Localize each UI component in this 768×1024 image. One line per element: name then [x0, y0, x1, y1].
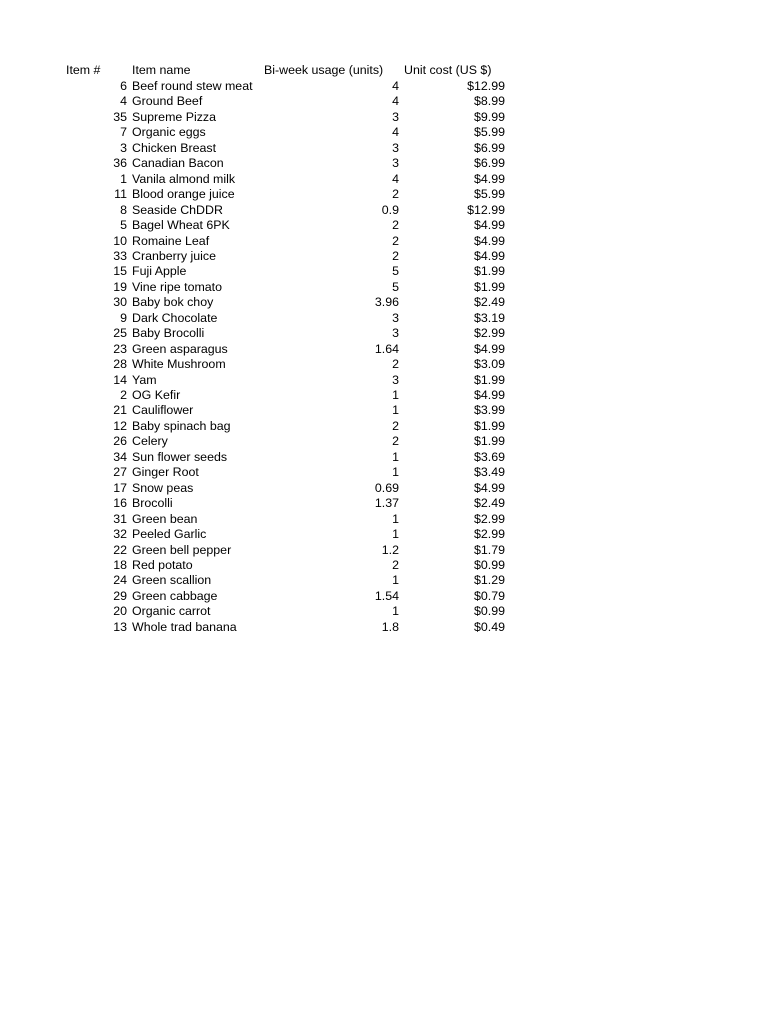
item-number-cell: 16 [113, 496, 127, 511]
table-row [0, 218, 768, 234]
item-name-cell: Seaside ChDDR [132, 202, 223, 217]
item-name-cell: OG Kefir [132, 388, 181, 402]
cost-cell: $9.99 [473, 109, 505, 124]
usage-cell: 1 [392, 573, 399, 588]
usage-cell: 1 [392, 511, 399, 526]
cost-cell: $1.99 [473, 418, 505, 433]
usage-cell: 1 [392, 465, 399, 480]
item-name-cell: Yam [132, 372, 157, 387]
item-number-cell: 6 [120, 79, 127, 93]
table-row [0, 558, 768, 574]
usage-cell: 1 [392, 388, 399, 402]
item-number-cell: 20 [113, 604, 127, 619]
cost-cell: $1.79 [473, 542, 505, 557]
usage-cell: 1 [392, 403, 399, 418]
cost-cell: $6.99 [473, 156, 505, 171]
cost-cell: $2.99 [473, 511, 505, 526]
cost-cell: $4.99 [473, 171, 505, 186]
table-row [0, 373, 768, 389]
usage-cell: 1.8 [381, 619, 399, 634]
cost-header: Unit cost (US $) [404, 63, 492, 77]
usage-cell: 1 [392, 604, 399, 619]
item-number-cell: 28 [113, 357, 127, 372]
usage-cell: 1 [392, 449, 399, 464]
table-row [0, 465, 768, 481]
usage-cell: 0.9 [381, 202, 399, 217]
item-name-header: Item name [132, 63, 191, 77]
table-row [0, 280, 768, 296]
table-row [0, 450, 768, 466]
item-name-cell: Ground Beef [132, 94, 203, 109]
item-name-cell: Snow peas [132, 480, 194, 495]
item-name-cell: Green scallion [132, 573, 212, 588]
item-name-cell: Vanila almond milk [132, 171, 236, 186]
item-name-cell: Supreme Pizza [132, 109, 217, 124]
cost-cell: $12.99 [467, 202, 505, 217]
item-number-cell: 35 [113, 109, 127, 124]
item-number-cell: 14 [113, 372, 127, 387]
table-row [0, 141, 768, 157]
item-name-cell: Organic eggs [132, 125, 206, 140]
item-number-cell: 25 [113, 326, 127, 341]
usage-header: Bi-week usage (units) [264, 63, 384, 77]
item-name-cell: Sun flower seeds [132, 449, 228, 464]
usage-cell: 1.37 [374, 496, 399, 511]
usage-cell: 4 [392, 171, 399, 186]
cost-cell: $1.99 [473, 372, 505, 387]
usage-cell: 5 [392, 264, 399, 279]
item-name-cell: White Mushroom [132, 357, 226, 372]
cost-cell: $1.29 [473, 573, 505, 588]
usage-cell: 3 [392, 310, 399, 325]
table-row [0, 357, 768, 373]
table-row [0, 403, 768, 419]
table-row [0, 234, 768, 250]
cost-cell: $4.99 [473, 480, 505, 495]
table-row [0, 295, 768, 311]
item-number-cell: 2 [120, 388, 127, 402]
item-number-cell: 4 [120, 94, 127, 109]
usage-cell: 1.64 [374, 341, 399, 356]
item-name-cell: Fuji Apple [132, 264, 187, 279]
item-name-cell: Baby bok choy [132, 295, 214, 310]
cost-cell: $5.99 [473, 187, 505, 202]
usage-cell: 2 [392, 357, 399, 372]
usage-cell: 2 [392, 218, 399, 233]
item-name-cell: Red potato [132, 557, 193, 572]
cost-cell: $4.99 [473, 388, 505, 402]
usage-cell: 3 [392, 156, 399, 171]
usage-cell: 3.96 [374, 295, 399, 310]
item-name-cell: Peeled Garlic [132, 527, 207, 542]
cost-cell: $1.99 [473, 264, 505, 279]
item-number-cell: 34 [113, 449, 127, 464]
cost-cell: $12.99 [467, 79, 505, 93]
item-name-cell: Cranberry juice [132, 248, 217, 263]
usage-cell: 1.54 [374, 588, 399, 603]
usage-cell: 3 [392, 109, 399, 124]
table-row [0, 434, 768, 450]
item-name-cell: Green asparagus [132, 341, 228, 356]
table-row [0, 311, 768, 327]
cost-cell: $4.99 [473, 248, 505, 263]
table-row [0, 496, 768, 512]
cost-cell: $0.99 [473, 557, 505, 572]
item-number-cell: 15 [113, 264, 127, 279]
item-number-cell: 3 [120, 140, 127, 155]
table-row [0, 620, 768, 636]
table-row [0, 481, 768, 497]
table-row [0, 604, 768, 620]
table-row [0, 589, 768, 605]
item-name-cell: Vine ripe tomato [132, 279, 223, 294]
item-name-cell: Blood orange juice [132, 187, 235, 202]
table-row [0, 79, 768, 95]
cost-cell: $4.99 [473, 218, 505, 233]
cost-cell: $2.99 [473, 527, 505, 542]
item-number-cell: 17 [113, 480, 127, 495]
table-row [0, 249, 768, 265]
table-row [0, 543, 768, 559]
item-name-cell: Cauliflower [132, 403, 194, 418]
item-name-cell: Baby spinach bag [132, 418, 231, 433]
item-number-cell: 21 [113, 403, 127, 418]
item-name-cell: Canadian Bacon [132, 156, 224, 171]
cost-cell: $8.99 [473, 94, 505, 109]
header-row [0, 63, 768, 79]
cost-cell: $0.99 [473, 604, 505, 619]
item-number-cell: 8 [120, 202, 127, 217]
table-row [0, 527, 768, 543]
cost-cell: $3.09 [473, 357, 505, 372]
cost-cell: $5.99 [473, 125, 505, 140]
item-name-cell: Bagel Wheat 6PK [132, 218, 230, 233]
item-number-cell: 23 [113, 341, 127, 356]
usage-cell: 1 [392, 527, 399, 542]
item-name-cell: Green bell pepper [132, 542, 232, 557]
item-number-cell: 11 [114, 187, 127, 202]
item-number-cell: 26 [113, 434, 127, 449]
cost-cell: $3.49 [473, 465, 505, 480]
item-name-cell: Organic carrot [132, 604, 211, 619]
usage-cell: 2 [392, 233, 399, 248]
item-number-cell: 18 [113, 557, 127, 572]
table-row [0, 512, 768, 528]
item-number-header: Item # [66, 63, 101, 77]
cost-cell: $0.49 [473, 619, 505, 634]
usage-cell: 3 [392, 140, 399, 155]
usage-cell: 0.69 [374, 480, 399, 495]
table-row [0, 110, 768, 126]
item-name-cell: Dark Chocolate [132, 310, 218, 325]
table-row [0, 342, 768, 358]
item-number-cell: 36 [113, 156, 127, 171]
item-number-cell: 7 [120, 125, 127, 140]
cost-cell: $1.99 [473, 279, 505, 294]
item-name-cell: Chicken Breast [132, 140, 217, 155]
item-name-cell: Brocolli [132, 496, 173, 511]
item-number-cell: 22 [113, 542, 127, 557]
item-name-cell: Green bean [132, 511, 198, 526]
item-number-cell: 10 [113, 233, 127, 248]
item-number-cell: 13 [113, 619, 127, 634]
table-row [0, 187, 768, 203]
item-number-cell: 32 [113, 527, 127, 542]
usage-cell: 4 [392, 125, 399, 140]
item-number-cell: 5 [120, 218, 127, 233]
item-number-cell: 9 [120, 310, 127, 325]
item-name-cell: Beef round stew meat [132, 79, 253, 93]
table-row [0, 172, 768, 188]
item-number-cell: 24 [113, 573, 127, 588]
usage-cell: 5 [392, 279, 399, 294]
item-number-cell: 30 [113, 295, 127, 310]
usage-cell: 2 [392, 434, 399, 449]
item-number-cell: 12 [113, 418, 127, 433]
item-number-cell: 29 [113, 588, 127, 603]
table-row [0, 125, 768, 141]
table-row [0, 419, 768, 435]
table-row [0, 156, 768, 172]
table-row [0, 573, 768, 589]
item-name-cell: Ginger Root [132, 465, 199, 480]
item-name-cell: Celery [132, 434, 168, 449]
item-name-cell: Baby Brocolli [132, 326, 205, 341]
usage-cell: 3 [392, 326, 399, 341]
cost-cell: $3.19 [473, 310, 505, 325]
usage-cell: 2 [392, 557, 399, 572]
item-number-cell: 1 [120, 171, 127, 186]
usage-cell: 3 [392, 372, 399, 387]
item-number-cell: 19 [113, 279, 127, 294]
item-number-cell: 33 [113, 248, 127, 263]
item-number-cell: 31 [113, 511, 127, 526]
cost-cell: $3.99 [473, 403, 505, 418]
usage-cell: 2 [392, 248, 399, 263]
usage-cell: 2 [392, 418, 399, 433]
cost-cell: $3.69 [473, 449, 505, 464]
item-number-cell: 27 [113, 465, 127, 480]
cost-cell: $2.99 [473, 326, 505, 341]
usage-cell: 4 [392, 94, 399, 109]
usage-cell: 2 [392, 187, 399, 202]
cost-cell: $0.79 [473, 588, 505, 603]
cost-cell: $4.99 [473, 233, 505, 248]
item-name-cell: Green cabbage [132, 588, 218, 603]
cost-cell: $1.99 [473, 434, 505, 449]
item-name-cell: Whole trad banana [132, 619, 237, 634]
usage-cell: 1.2 [381, 542, 399, 557]
table-row [0, 388, 768, 404]
cost-cell: $2.49 [473, 295, 505, 310]
cost-cell: $6.99 [473, 140, 505, 155]
usage-cell: 4 [392, 79, 399, 93]
table-row [0, 203, 768, 219]
item-name-cell: Romaine Leaf [132, 233, 210, 248]
table-row [0, 326, 768, 342]
table-row [0, 264, 768, 280]
cost-cell: $4.99 [473, 341, 505, 356]
cost-cell: $2.49 [473, 496, 505, 511]
table-row [0, 94, 768, 110]
